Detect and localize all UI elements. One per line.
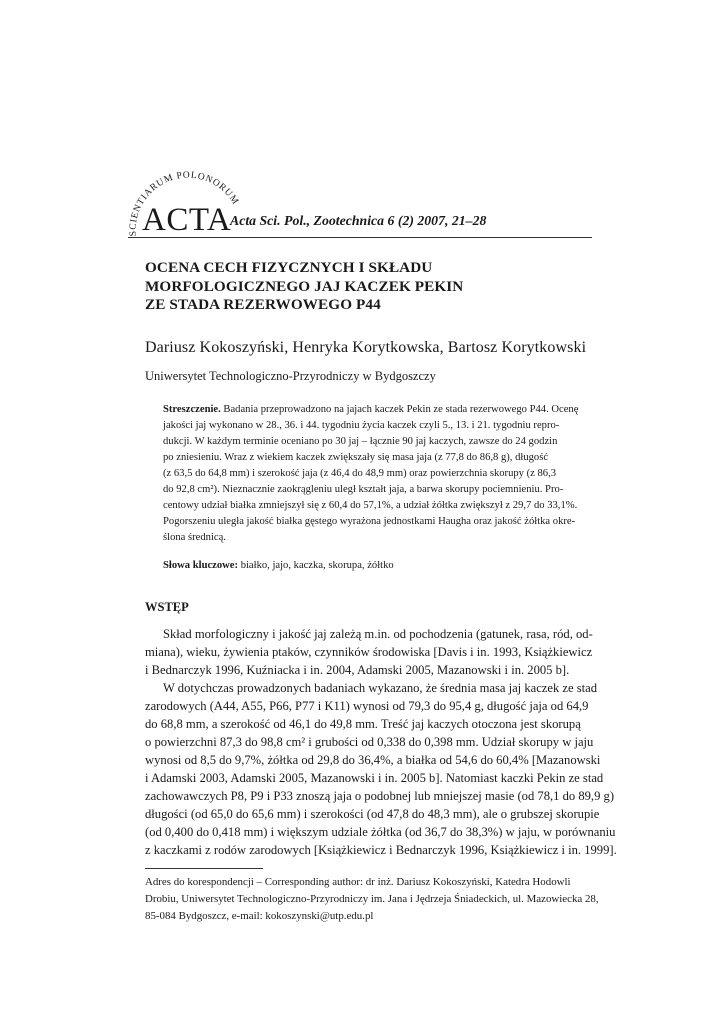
footnote-divider: [145, 868, 263, 869]
abstract-line: (z 63,5 do 64,8 mm) i szerokość jaja (z 46,4 do 48,9 mm) oraz powierzchnia skorupy (z 86,3: [163, 468, 557, 479]
title-line: OCENA CECH FIZYCZNYCH I SKŁADU: [145, 259, 433, 276]
body-line: i Bednarczyk 1996, Kuźniacka i in. 2004, Adamski 2005, Mazanowski i in. 2005 b].: [145, 663, 570, 677]
body-line: z kaczkami z rodów zarodowych [Książkiewicz i Bednarczyk 1996, Książkiewicz i in. 1999].: [145, 843, 617, 857]
abstract-line: dukcji. W każdym terminie oceniano po 30 jaj – łącznie 90 jaj kaczych, zawsze do 24 godzin: [163, 436, 558, 447]
body-line: W dotychczas prowadzonych badaniach wykazano, że średnia masa jaj kaczek ze stad: [163, 681, 598, 695]
body-line: o powierzchni 87,3 do 98,8 cm² i grubości od 0,338 do 0,398 mm. Udział skorupy w jaju: [145, 735, 594, 749]
body-line: i Adamski 2003, Adamski 2005, Mazanowski i in. 2005 b]. Natomiast kaczki Pekin ze stad: [145, 771, 604, 785]
body-line: Skład morfologiczny i jakość jaj zależą m.in. od pochodzenia (gatunek, rasa, ród, od-: [163, 627, 593, 641]
abstract-line: Streszczenie. Badania przeprowadzono na jajach kaczek Pekin ze stada rezerwowego P44. Ocenę: [163, 404, 579, 415]
header-divider: [128, 237, 592, 238]
body-line: długości (od 65,0 do 65,6 mm) i szerokości (od 47,8 do 48,3 mm), ale o grubszej skorupie: [145, 807, 600, 821]
footnote-line: 85-084 Bydgoszcz, e-mail: kokoszynski@utp.edu.pl: [145, 910, 374, 922]
abstract-line: ślona średnicą.: [163, 532, 226, 543]
title-line: ZE STADA REZERWOWEGO P44: [145, 296, 381, 313]
svg-text:SCIENTIARUM POLONORUM: SCIENTIARUM POLONORUM: [128, 170, 241, 237]
body-line: miana), wieku, żywienia ptaków, czynników środowiska [Davis i in. 1993, Książkiewicz: [145, 645, 593, 659]
journal-citation: Acta Sci. Pol., Zootechnica 6 (2) 2007, 21–28: [230, 213, 487, 228]
footnote-line: Drobiu, Uniwersytet Technologiczno-Przyrodniczy im. Jana i Jędrzeja Śniadeckich, ul. Mazowiecka 28,: [145, 893, 599, 905]
section-heading: WSTĘP: [145, 600, 189, 614]
logo-wordmark: ACTA: [142, 202, 232, 238]
abstract-line: do 92,8 cm²). Nieznacznie zaokrągleniu uległ kształt jaja, a barwa skorupy pociemnieniu. Pro-: [163, 484, 564, 495]
author-list: Dariusz Kokoszyński, Henryka Korytkowska, Bartosz Korytkowski: [145, 339, 587, 356]
body-line: (od 0,400 do 0,418 mm) i większym udziale żółtka (od 36,7 do 38,3%) w jaju, w porównaniu: [145, 825, 616, 839]
abstract-line: Pogorszeniu uległa jakość białka gęstego wyrażona jednostkami Haugha oraz jakość żółtka okre-: [163, 516, 576, 527]
abstract-line: jakości jaj wykonano w 28., 36. i 44. tygodniu życia kaczek czyli 5., 13. i 21. tygodniu repro-: [163, 420, 560, 431]
body-line: zarodowych (A44, A55, P66, P77 i K11) wynosi od 79,3 do 95,4 g, długość jaja od 64,9: [145, 699, 589, 713]
keywords: [163, 560, 394, 571]
body-line: wynosi od 8,5 do 9,7%, żółtka od 29,8 do 36,4%, a białka od 54,6 do 60,4% [Mazanowski: [145, 753, 601, 767]
body-line: do 68,8 mm, a szerokość od 46,1 do 49,8 mm. Treść jaj kaczych otoczona jest skorupą: [145, 717, 581, 731]
abstract-line: po zniesieniu. Wraz z wiekiem kaczek zwiększały się masa jaja (z 77,8 do 86,8 g), długość: [163, 452, 549, 463]
title-line: MORFOLOGICZNEGO JAJ KACZEK PEKIN: [145, 277, 464, 295]
keywords-text: białko, jajo, kaczka, skorupa, żółtko: [238, 560, 394, 571]
affiliation: Uniwersytet Technologiczno-Przyrodniczy w Bydgoszczy: [145, 369, 436, 383]
abstract-line: centowy udział białka zmniejszył się z 60,4 do 57,1%, a udział żółtka zwiększył z 29,7 do 33,1%.: [163, 500, 578, 511]
footnote-line: Adres do korespondencji – Corresponding author: dr inż. Dariusz Kokoszyński, Katedra Hodowli: [145, 876, 571, 888]
abstract-label: Streszczenie.: [163, 404, 221, 415]
keywords-label: Słowa kluczowe:: [163, 560, 239, 571]
body-line: zachowawczych P8, P9 i P33 znoszą jaja o podobnej lub mniejszej masie (od 78,1 do 89,9 g): [145, 789, 615, 803]
paper-title: [145, 259, 585, 315]
